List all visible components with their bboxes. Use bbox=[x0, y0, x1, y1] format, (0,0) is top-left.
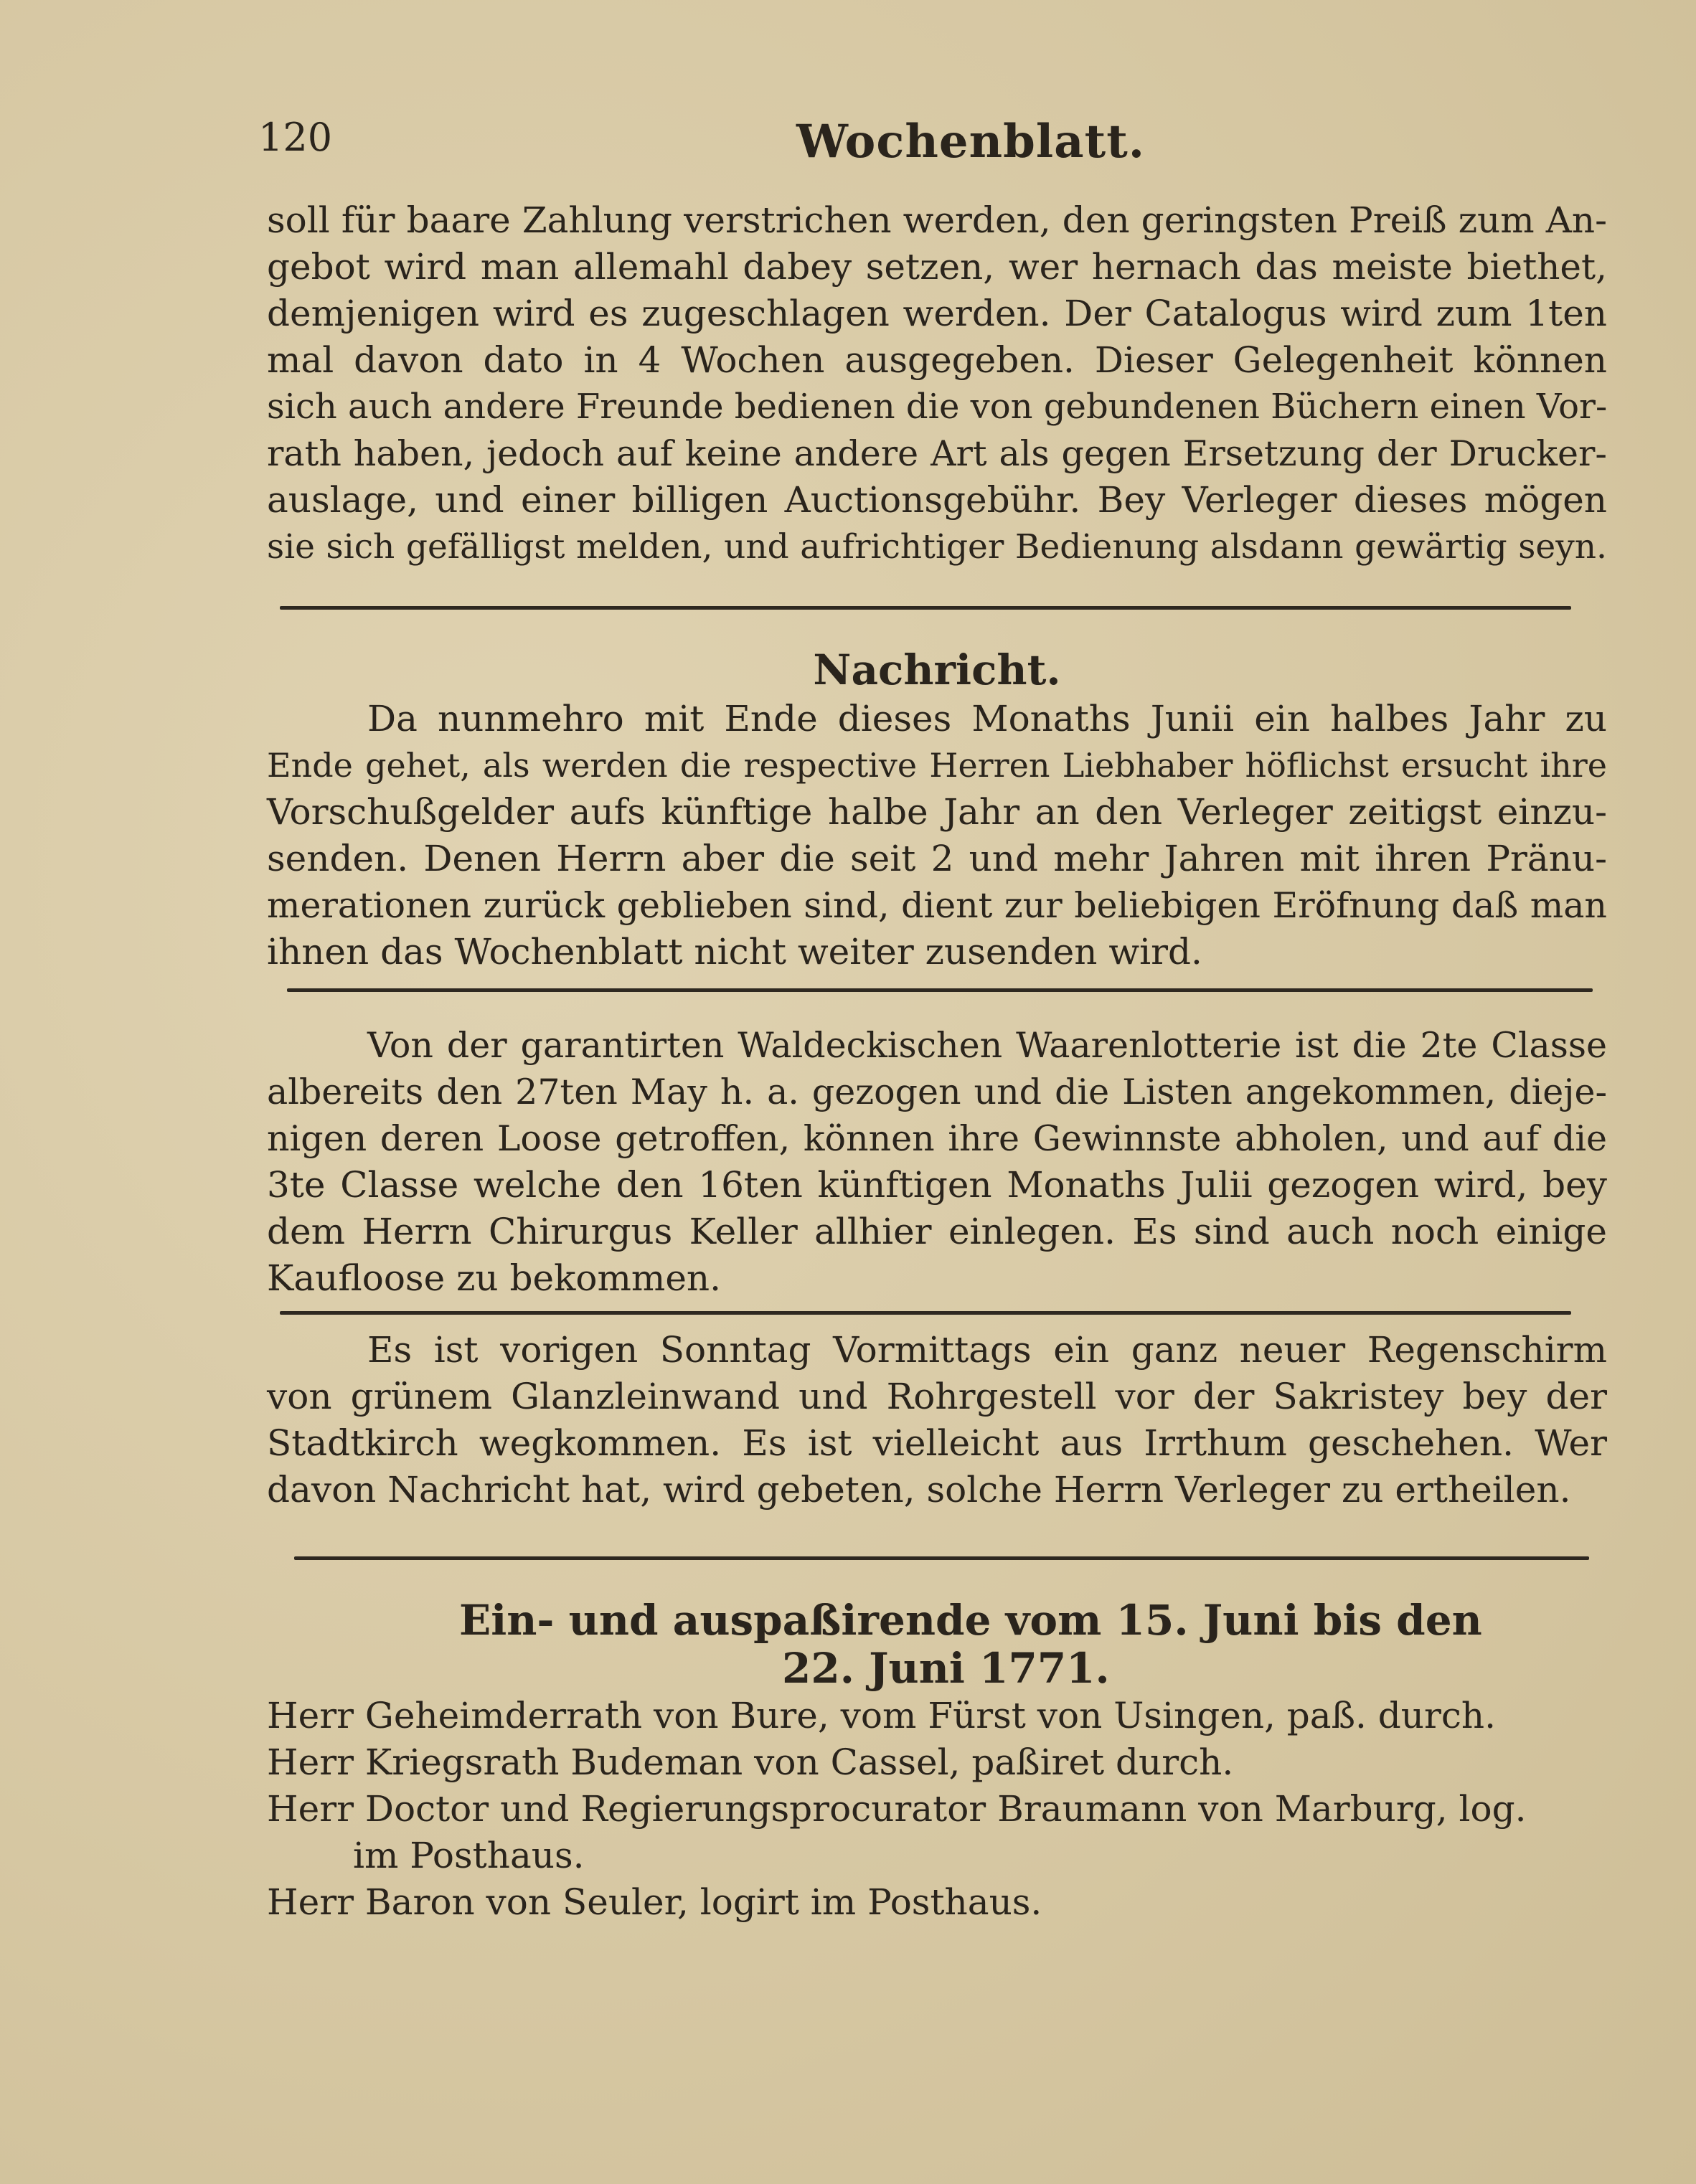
text-line: ihnen das Wochenblatt nicht weiter zusenden wird. bbox=[267, 931, 1202, 973]
travellers-heading: Ein- und auspaßirende vom 15. Juni bis den bbox=[459, 1596, 1482, 1645]
text-line: mal davon dato in 4 Wochen ausgegeben. Dieser Gelegenheit können bbox=[267, 339, 1607, 381]
text-line: sie sich gefälligst melden, und aufrichtiger Bedienung alsdann gewärtig seyn. bbox=[267, 527, 1607, 567]
text-line: soll für baare Zahlung verstrichen werden, den geringsten Preiß zum An- bbox=[267, 199, 1607, 241]
text-line: auslage, und einer billigen Auctionsgebühr. Bey Verleger dieses mögen bbox=[267, 479, 1607, 521]
text-line: Ende gehet, als werden die respective Herren Liebhaber höflichst ersucht ihre bbox=[267, 746, 1607, 785]
divider-rule bbox=[280, 1311, 1571, 1315]
divider-rule bbox=[294, 1556, 1589, 1560]
text-line: sich auch andere Freunde bedienen die von gebundenen Büchern einen Vor- bbox=[267, 387, 1608, 427]
list-item: Herr Kriegsrath Budeman von Cassel, paßiret durch. bbox=[267, 1741, 1234, 1783]
text-line: Es ist vorigen Sonntag Vormittags ein ganz neuer Regenschirm bbox=[367, 1329, 1607, 1371]
divider-rule bbox=[287, 988, 1593, 992]
text-line: demjenigen wird es zugeschlagen werden. Der Catalogus wird zum 1ten bbox=[267, 293, 1607, 334]
running-title: Wochenblatt. bbox=[796, 115, 1146, 169]
divider-rule bbox=[280, 606, 1571, 610]
list-item: im Posthaus. bbox=[353, 1835, 585, 1876]
umbrella-notice bbox=[267, 1327, 1607, 1513]
text-line: Kaufloose zu bekommen. bbox=[267, 1257, 722, 1299]
text-line: dem Herrn Chirurgus Keller allhier einlegen. Es sind auch noch einige bbox=[267, 1211, 1607, 1252]
text-line: nigen deren Loose getroffen, können ihre Gewinnste abholen, und auf die bbox=[267, 1118, 1607, 1159]
text-line: merationen zurück geblieben sind, dient zur beliebigen Eröfnung daß man bbox=[267, 885, 1607, 926]
travellers-date: 22. Juni 1771. bbox=[782, 1644, 1110, 1693]
page-header bbox=[258, 115, 1607, 179]
list-item: Herr Baron von Seuler, logirt im Posthaus. bbox=[267, 1881, 1042, 1923]
section-heading: Nachricht. bbox=[813, 646, 1061, 694]
travellers-list bbox=[267, 1693, 1607, 1926]
list-item: Herr Geheimderrath von Bure, vom Fürst von Usingen, paß. durch. bbox=[267, 1695, 1497, 1736]
text-line: von grünem Glanzleinwand und Rohrgestell vor der Sakristey bey der bbox=[267, 1376, 1607, 1417]
subscription-notice bbox=[267, 696, 1607, 975]
lottery-notice bbox=[267, 1022, 1607, 1302]
text-line: davon Nachricht hat, wird gebeten, solche Herrn Verleger zu ertheilen. bbox=[267, 1469, 1571, 1511]
text-line: Von der garantirten Waldeckischen Waarenlotterie ist die 2te Classe bbox=[367, 1025, 1607, 1066]
text-line: 3te Classe welche den 16ten künftigen Monaths Julii gezogen wird, bey bbox=[267, 1164, 1607, 1206]
text-line: senden. Denen Herrn aber die seit 2 und mehr Jahren mit ihren Pränu- bbox=[267, 838, 1607, 879]
text-line: Da nunmehro mit Ende dieses Monaths Junii ein halbes Jahr zu bbox=[367, 698, 1607, 739]
page-number: 120 bbox=[258, 115, 333, 160]
text-line: gebot wird man allemahl dabey setzen, wer hernach das meiste biethet, bbox=[267, 246, 1607, 288]
list-item: Herr Doctor und Regierungsprocurator Braumann von Marburg, log. bbox=[267, 1788, 1527, 1830]
auction-notice bbox=[267, 197, 1607, 570]
text-line: albereits den 27ten May h. a. gezogen und die Listen angekommen, dieje- bbox=[267, 1072, 1607, 1112]
text-line: Stadtkirch wegkommen. Es ist vielleicht aus Irrthum geschehen. Wer bbox=[267, 1422, 1607, 1464]
text-line: rath haben, jedoch auf keine andere Art als gegen Ersetzung der Drucker- bbox=[267, 433, 1607, 474]
text-line: Vorschußgelder aufs künftige halbe Jahr an den Verleger zeitigst einzu- bbox=[267, 791, 1607, 833]
